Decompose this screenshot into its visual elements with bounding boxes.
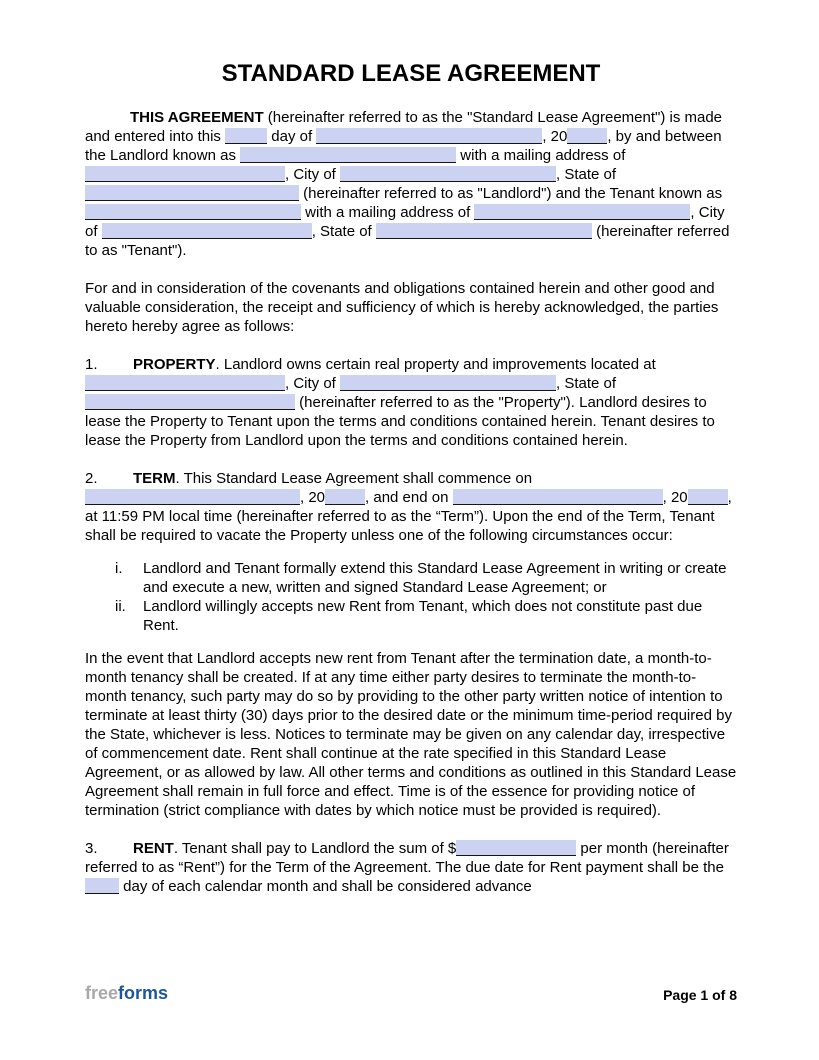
list-item-text: Landlord and Tenant formally extend this Standard Lease Agreement in writing or create and execute a new, written and signed Standard Lease Agreement; or [143, 560, 727, 596]
field-tenant-name[interactable] [85, 204, 301, 220]
section-number: 1. [85, 356, 98, 373]
text-run: day of each calendar month and shall be considered advance [119, 878, 532, 895]
field-landlord-street-address[interactable] [85, 166, 285, 182]
footer [85, 982, 737, 1006]
section-heading: PROPERTY [133, 356, 216, 373]
text-run: (hereinafter referred to as the "Standard Lease Agreement") is made and entered into this [85, 109, 723, 145]
text-run: day of [267, 128, 317, 145]
list-item [115, 559, 737, 597]
text-run: . Landlord owns certain real property and improvements located at [215, 356, 656, 373]
field-property-street-address[interactable] [85, 375, 285, 391]
conditions-list [115, 559, 737, 635]
section-term [85, 469, 737, 545]
text-run: In the event that Landlord accepts new rent from Tenant after the termination date, a month-to-month tenancy shall be created. If at any time either party desires to terminate the month-to-month tenancy, such party may do so by providing to the other party written notice of intention to terminate at least thirty (30) days prior to the desired date or the minimum time-period required by the State, whichever is less. Notices to terminate may be given on any calendar day, irrespective of commencement date. Rent shall continue at the rate specified in this Standard Lease Agreement, or as allowed by law. All other terms and conditions as outlined in this Standard Lease Agreement shall remain in full force and effect. Time is of the essence for providing notice of termination (strict compliance with dates by which notice must be provided is required). [85, 650, 737, 819]
section-heading: TERM [133, 470, 176, 487]
text-run: , State of [556, 375, 617, 392]
field-rent-due-day[interactable] [85, 878, 119, 894]
text-run: , 20 [662, 489, 688, 506]
list-item [115, 597, 737, 635]
paragraph [85, 279, 737, 336]
section-heading: RENT [133, 840, 174, 857]
field-rent-amount[interactable] [456, 840, 576, 856]
paragraph [85, 649, 737, 820]
text-run: , State of [556, 166, 617, 183]
section-property [85, 355, 737, 450]
text-run: , at 11:59 PM local time (hereinafter referred to as the “Term”). Upon the end of the Term, Tenant shall be required to vacate the Property unless one of the following circumstances occur: [85, 489, 732, 544]
field-property-city[interactable] [340, 375, 556, 391]
field-property-state[interactable] [85, 394, 295, 410]
list-item-text: Landlord willingly accepts new Rent from Tenant, which does not constitute past due Rent. [143, 598, 703, 634]
field-landlord-name[interactable] [240, 147, 456, 163]
section-rent [85, 839, 737, 896]
field-execution-day[interactable] [225, 128, 267, 144]
text-run: per month (hereinafter referred to as “Rent”) for the Term of the Agreement. The due date for Rent payment shall be the [85, 840, 729, 876]
text-run: . Tenant shall pay to Landlord the sum of $ [173, 840, 457, 857]
text-run: . This Standard Lease Agreement shall commence on [175, 470, 533, 487]
paragraph [85, 108, 737, 260]
logo-text-free: free [85, 983, 119, 1003]
text-run: , 20 [300, 489, 326, 506]
text-run: For and in consideration of the covenants and obligations contained herein and other good and valuable consideration, the receipt and sufficiency of which is hereby acknowledged, the parties hereto hereby agree as follows: [85, 280, 719, 335]
field-start-date[interactable] [85, 489, 300, 505]
document-content [85, 60, 737, 915]
field-landlord-city[interactable] [340, 166, 556, 182]
text-run: with a mailing address of [456, 147, 626, 164]
field-tenant-state[interactable] [376, 223, 592, 239]
field-end-year[interactable] [688, 489, 728, 505]
field-end-date[interactable] [453, 489, 663, 505]
list-marker: i. [115, 560, 123, 577]
field-tenant-city[interactable] [102, 223, 312, 239]
list-marker: ii. [115, 598, 126, 615]
text-run: with a mailing address of [301, 204, 475, 221]
text-run: , City of [285, 166, 341, 183]
document-body [85, 108, 737, 896]
text-run: , 20 [542, 128, 568, 145]
field-execution-year[interactable] [567, 128, 607, 144]
text-run: (hereinafter referred to as "Tenant"). [85, 223, 730, 259]
section-number: 2. [85, 470, 98, 487]
text-run: , City of [85, 204, 725, 240]
field-tenant-street-address[interactable] [474, 204, 690, 220]
field-landlord-state[interactable] [85, 185, 299, 201]
text-run: (hereinafter referred to as "Landlord") and the Tenant known as [299, 185, 723, 202]
page-indicator: Page 1 of 8 [663, 987, 737, 1003]
field-execution-month[interactable] [316, 128, 542, 144]
section-number: 3. [85, 840, 98, 857]
field-start-year[interactable] [325, 489, 365, 505]
text-run: , and end on [365, 489, 453, 506]
text-run: , State of [311, 223, 376, 240]
page-title: STANDARD LEASE AGREEMENT [221, 60, 601, 87]
text-run: (hereinafter referred to as the "Property"). Landlord desires to lease the Property to Tenant upon the terms and conditions contained herein. Tenant desires to lease the Property from Landlord upon the terms and conditions contained herein. [85, 394, 715, 449]
text-run: , by and between the Landlord known as [85, 128, 722, 164]
bold-run: THIS AGREEMENT [130, 109, 264, 126]
logo-text-forms: forms [118, 983, 169, 1003]
text-run: , City of [285, 375, 341, 392]
freeforms-logo [85, 982, 168, 1004]
